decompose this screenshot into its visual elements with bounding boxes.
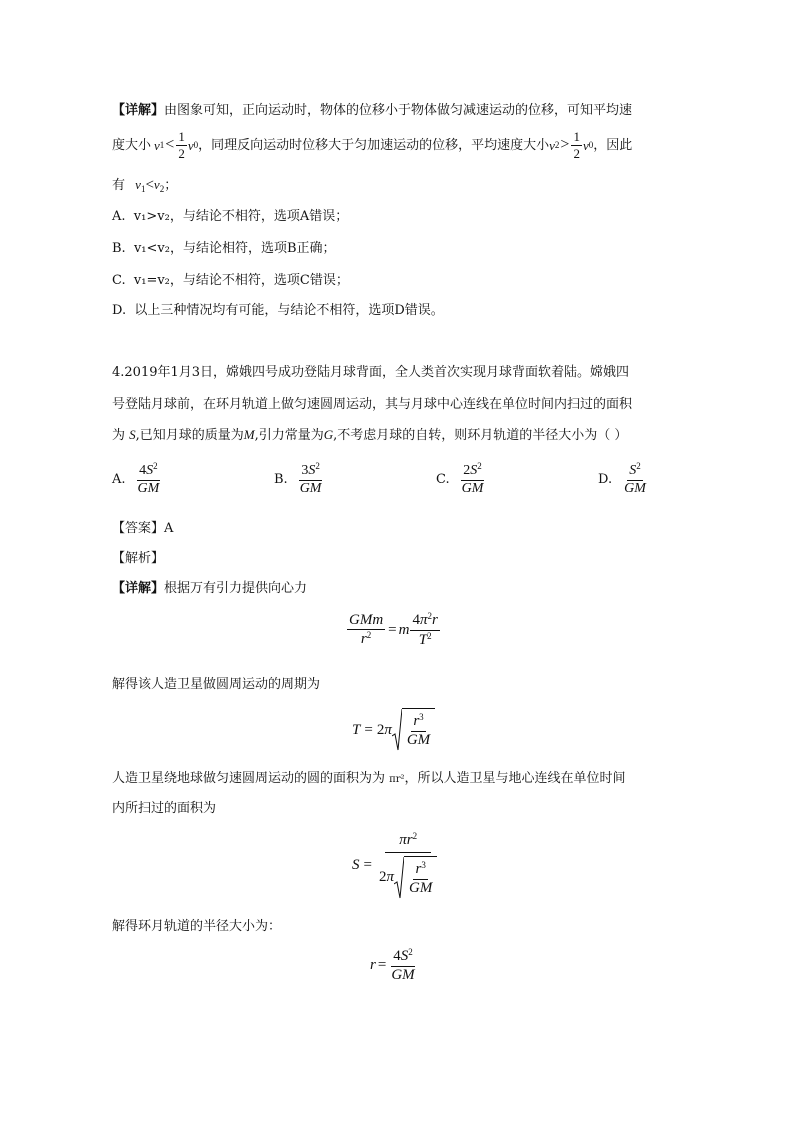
question-4-line-3: 为 S,已知月球的质量为M,引力常量为G,不考虑月球的自转，则环月轨道的半径大小为（ ） xyxy=(112,427,628,443)
prev-option-d: D. 以上三种情况均有可能，与结论不相符，选项D错误。 xyxy=(112,303,444,318)
prev-detail-line-3: 有 $v_1<v_2$； xyxy=(112,177,178,194)
gravity-equation: $\frac{\text{GMm}}{r^2}$ = m $\frac{4\pi^2r}{T^2}$ xyxy=(349,611,438,648)
area-text-1: 人造卫星绕地球做匀速圆周运动的圆的面积为为 πr²，所以人造卫星与地心连线在单位时间 xyxy=(112,771,626,786)
analysis-heading: 【解析】 xyxy=(112,551,165,566)
period-text: 解得该人造卫星做圆周运动的周期为 xyxy=(112,677,321,692)
q4-option-d[interactable]: D. $\frac{S^2}{GM}$ xyxy=(598,461,646,496)
result-text: 解得环月轨道的半径大小为： xyxy=(112,919,282,934)
detail-tag: 【详解】 xyxy=(112,103,165,118)
prev-option-b: B. v₁<v₂，与结论相符，选项B正确； xyxy=(112,241,336,256)
radius-equation: r = $\frac{4S^2}{GM}$ xyxy=(370,947,415,983)
period-equation: T = 2 π $\frac{r^3}{GM}$ xyxy=(352,708,435,752)
question-4-line-2: 号登陆月球前，在环月轨道上做匀速圆周运动，其与月球中心连线在单位时间内扫过的面积 xyxy=(112,397,633,412)
question-4-line-1: 4.2019年1月3日，嫦娥四号成功登陆月球背面，全人类首次实现月球背面软着陆。嫦娥四 xyxy=(112,365,630,380)
prev-option-a: A. v₁>v₂，与结论不相符，选项A错误； xyxy=(112,209,349,224)
prev-detail-line-2: 度大小 v 1 < $\frac{1}{2}$ v 0 ，同理反向运动时位移大于匀加速运动的位移，平均速度大小 v 2 > $\frac{1}{2}$ v 0 ，因此 xyxy=(112,129,633,161)
detail-line: 【详解】根据万有引力提供向心力 xyxy=(112,581,308,596)
prev-option-c: C. v₁=v₂，与结论不相符，选项C错误； xyxy=(112,273,349,288)
answer-line: 【答案】A xyxy=(112,521,174,536)
q4-option-a[interactable]: A. $\frac{4S^2}{GM}$ xyxy=(112,461,160,496)
area-equation: S = $\pi r^2$ 2 π $\frac{r^3}{GM}$ xyxy=(352,832,440,900)
half-fraction: $\frac{1}{2}$ xyxy=(573,129,580,161)
half-fraction: $\frac{1}{2}$ xyxy=(178,129,185,161)
q4-option-b[interactable]: B. $\frac{3S^2}{GM}$ xyxy=(274,461,322,496)
q4-option-c[interactable]: C. $\frac{2S^2}{GM}$ xyxy=(436,461,484,496)
prev-detail-line-1: 【详解】由图象可知，正向运动时，物体的位移小于物体做匀减速运动的位移，可知平均速 xyxy=(112,103,633,118)
area-text-2: 内所扫过的面积为 xyxy=(112,801,217,816)
